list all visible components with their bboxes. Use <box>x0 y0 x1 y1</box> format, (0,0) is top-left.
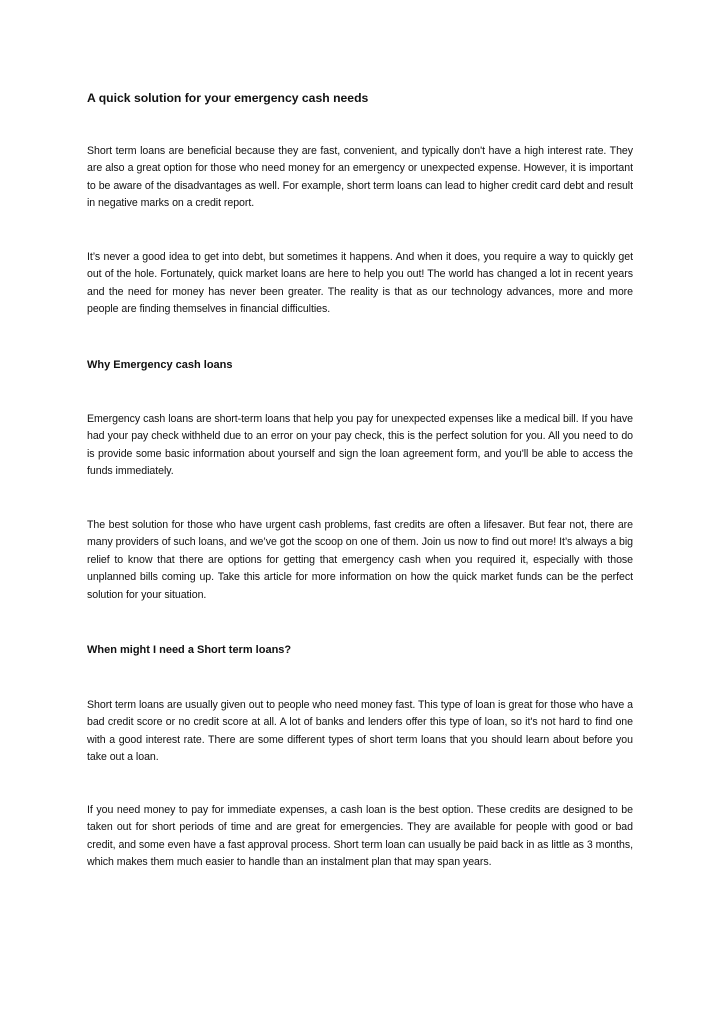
paragraph-immediate-expenses: If you need money to pay for immediate expenses, a cash loan is the best option. These credits are designed to be taken out for short periods of time and are great for emergencies. They are available for people with good or bad credit, and some even have a fast approval process. Short term loan can usually be paid back in as little as 3 months, which makes them much easier to handle than an instalment plan that may span years. <box>87 804 633 869</box>
paragraph-best-solution: The best solution for those who have urgent cash problems, fast credits are often a lifesaver. But fear not, there are many providers of such loans, and we’ve got the scoop on one of them. Join us now to find out more! It’s always a big relief to know that there are options for getting that emergency cash when you required it, especially with those unplanned bills coming up. Take this article for more information on how the quick market funds can be the perfect solution for your situation. <box>87 519 633 601</box>
paragraph-emergency-cash-loans: Emergency cash loans are short-term loans that help you pay for unexpected expenses like a medical bill. If you have had your pay check withheld due to an error on your pay check, this is the perfect solution for you. All you need to do is provide some basic information about yourself and sign the loan agreement form, and you'll be able to access the funds immediately. <box>87 413 633 478</box>
section-heading-when-need: When might I need a Short term loans? <box>87 644 292 656</box>
paragraph-who-gets-loans: Short term loans are usually given out to people who need money fast. This type of loan is great for those who have a bad credit score or no credit score at all. A lot of banks and lenders offer this type of loan, so it's not hard to find one with a good interest rate. There are some different types of short term loans that you should learn about before you take out a loan. <box>87 699 633 764</box>
section-heading-why-emergency: Why Emergency cash loans <box>87 359 233 371</box>
paragraph-debt-intro: It’s never a good idea to get into debt, but sometimes it happens. And when it does, you require a way to quickly get out of the hole. Fortunately, quick market loans are here to help you out! The world has changed a lot in recent years and the need for money has never been greater. The reality is that as our technology advances, more and more people are finding themselves in financial difficulties. <box>87 251 633 316</box>
paragraph-short-term-benefits: Short term loans are beneficial because they are fast, convenient, and typically don't have a high interest rate. They are also a great option for those who need money for an emergency or unexpected expense. However, it is important to be aware of the disadvantages as well. For example, short term loans can lead to higher credit card debt and result in negative marks on a credit report. <box>87 145 633 210</box>
document-title: A quick solution for your emergency cash needs <box>87 91 369 105</box>
